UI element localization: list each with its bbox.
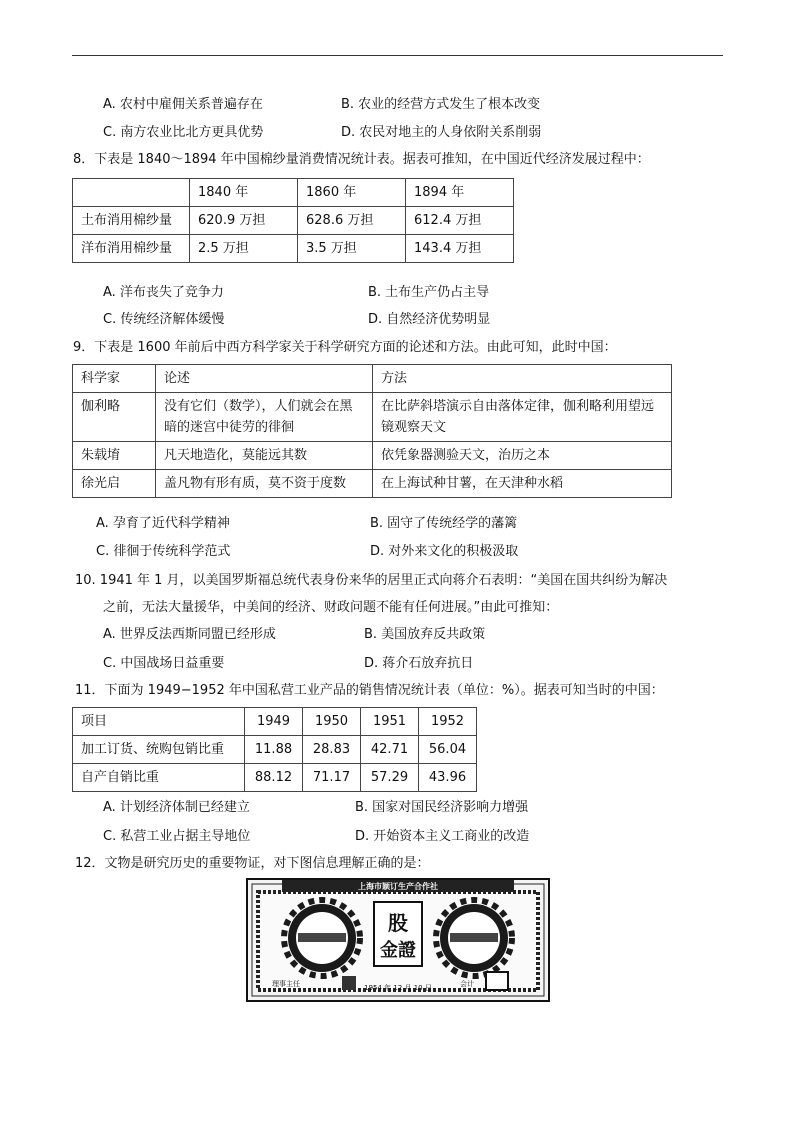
q9-option-d[interactable]: D. 对外来文化的积极汲取	[370, 544, 519, 559]
q11-option-c[interactable]: C. 私营工业占据主导地位	[103, 829, 251, 844]
table-row	[73, 764, 477, 792]
table-cell: 加工订货、统购包销比重	[73, 736, 245, 764]
table-cell: 徐光启	[73, 470, 156, 498]
table-cell: 依凭象器测验天文，治历之本	[373, 442, 672, 470]
table-header-cell: 1894 年	[406, 179, 514, 207]
certificate-org: 上海市颖订生产合作社	[358, 882, 438, 891]
table-header-cell: 1840 年	[190, 179, 298, 207]
q10-option-c[interactable]: C. 中国战场日益重要	[103, 656, 225, 671]
q9-stem: 9．下表是 1600 年前后中西方科学家关于科学研究方面的论述和方法。由此可知，此时中国：	[73, 340, 617, 355]
table-cell: 57.29	[361, 764, 419, 792]
table-row	[73, 207, 514, 235]
table-header-cell: 1952	[419, 708, 477, 736]
table-cell: 143.4 万担	[406, 235, 514, 263]
q12-stem: 12．文物是研究历史的重要物证，对下图信息理解正确的是：	[75, 856, 430, 871]
q8-option-d[interactable]: D. 自然经济优势明显	[368, 312, 491, 327]
table-cell: 43.96	[419, 764, 477, 792]
q8-option-a[interactable]: A. 洋布丧失了竞争力	[103, 285, 224, 300]
certificate-right-seal: 会计	[460, 980, 474, 988]
table-cell: 612.4 万担	[406, 207, 514, 235]
q9-option-b[interactable]: B. 固守了传统经学的藩篱	[370, 516, 518, 531]
table-row	[73, 179, 514, 207]
q7-option-d[interactable]: D. 农民对地主的人身依附关系削弱	[341, 125, 542, 140]
table-header-cell: 1860 年	[298, 179, 406, 207]
certificate-title-line1: 股	[388, 911, 408, 935]
certificate-date: 1954 年 12 月 10 日	[364, 984, 432, 992]
q11-option-a[interactable]: A. 计划经济体制已经建立	[103, 800, 250, 815]
table-row	[73, 365, 672, 393]
table-cell: 伽利略	[73, 393, 156, 442]
table-header-cell: 科学家	[73, 365, 156, 393]
q10-option-d[interactable]: D. 蒋介石放弃抗日	[364, 656, 474, 671]
table-cell: 71.17	[303, 764, 361, 792]
table-cell: 盖凡物有形有质，莫不资于度数	[156, 470, 373, 498]
table-header-cell: 方法	[373, 365, 672, 393]
q9-table	[72, 364, 672, 498]
certificate-title-line2: 金證	[380, 940, 416, 961]
table-cell: 3.5 万担	[298, 235, 406, 263]
q7-option-a[interactable]: A. 农村中雇佣关系普遍存在	[103, 97, 263, 112]
q10-option-a[interactable]: A. 世界反法西斯同盟已经形成	[103, 627, 276, 642]
table-row	[73, 708, 477, 736]
table-cell: 洋布消用棉纱量	[73, 235, 190, 263]
table-header-cell: 论述	[156, 365, 373, 393]
q8-option-b[interactable]: B. 土布生产仍占主导	[368, 285, 490, 300]
table-cell: 2.5 万担	[190, 235, 298, 263]
table-header-cell: 1950	[303, 708, 361, 736]
table-cell: 628.6 万担	[298, 207, 406, 235]
q11-stem: 11．下面为 1949−1952 年中国私营工业产品的销售情况统计表（单位：%）。据表可知当时的中国：	[75, 683, 664, 698]
q7-option-b[interactable]: B. 农业的经营方式发生了根本改变	[341, 97, 541, 112]
table-header-cell: 1951	[361, 708, 419, 736]
table-cell	[73, 179, 190, 207]
table-cell: 土布消用棉纱量	[73, 207, 190, 235]
certificate-left-seal: 理事主任	[272, 980, 300, 988]
table-row	[73, 442, 672, 470]
q10-option-b[interactable]: B. 美国放弃反共政策	[364, 627, 486, 642]
certificate-graphic	[246, 878, 550, 1002]
table-cell: 在上海试种甘薯，在天津种水稻	[373, 470, 672, 498]
q11-option-d[interactable]: D. 开始资本主义工商业的改造	[355, 829, 530, 844]
table-row	[73, 235, 514, 263]
table-row	[73, 736, 477, 764]
table-cell: 56.04	[419, 736, 477, 764]
q8-option-c[interactable]: C. 传统经济解体缓慢	[103, 312, 225, 327]
q11-table	[72, 707, 477, 792]
table-cell: 28.83	[303, 736, 361, 764]
share-certificate-image	[246, 878, 550, 1002]
table-cell: 自产自销比重	[73, 764, 245, 792]
q11-option-b[interactable]: B. 国家对国民经济影响力增强	[355, 800, 529, 815]
q10-stem-line1: 10. 1941 年 1 月，以美国罗斯福总统代表身份来华的居里正式向蒋介石表明：“美国在国共纠纷为解决	[75, 573, 668, 588]
q9-option-a[interactable]: A. 孕育了近代科学精神	[96, 516, 230, 531]
table-row	[73, 470, 672, 498]
table-cell: 朱载堉	[73, 442, 156, 470]
q8-stem: 8．下表是 1840～1894 年中国棉纱量消费情况统计表。据表可推知，在中国近代经济发展过程中：	[73, 152, 650, 167]
table-header-cell: 1949	[245, 708, 303, 736]
table-cell: 42.71	[361, 736, 419, 764]
table-cell: 没有它们（数学），人们就会在黑暗的迷宫中徒劳的徘徊	[156, 393, 373, 442]
page-top-rule	[72, 55, 723, 56]
table-cell: 在比萨斜塔演示自由落体定律，伽利略利用望远镜观察天文	[373, 393, 672, 442]
table-row	[73, 393, 672, 442]
q9-option-c[interactable]: C. 徘徊于传统科学范式	[96, 544, 231, 559]
table-cell: 88.12	[245, 764, 303, 792]
table-header-cell: 项目	[73, 708, 245, 736]
table-cell: 11.88	[245, 736, 303, 764]
q8-table	[72, 178, 514, 263]
q7-option-c[interactable]: C. 南方农业比北方更具优势	[103, 125, 264, 140]
q10-stem-line2: 之前，无法大量援华，中美间的经济、财政问题不能有任何进展。”由此可推知：	[103, 600, 559, 615]
table-cell: 620.9 万担	[190, 207, 298, 235]
table-cell: 凡天地造化，莫能远其数	[156, 442, 373, 470]
